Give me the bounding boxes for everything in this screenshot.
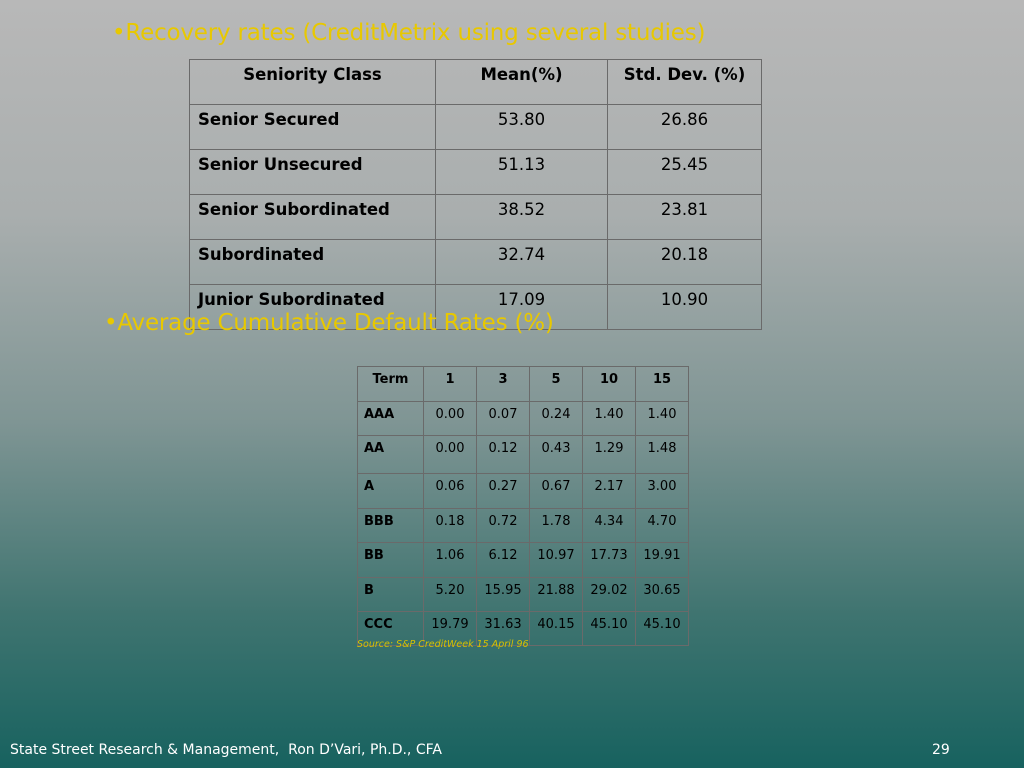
default-rate-cell: 45.10 — [583, 612, 636, 646]
default-rate-cell: 30.65 — [636, 578, 689, 612]
default-rate-cell: 0.67 — [530, 474, 583, 509]
table-row — [358, 474, 689, 509]
column-header: 15 — [636, 367, 689, 402]
table-row — [190, 105, 762, 150]
column-header: 5 — [530, 367, 583, 402]
default-rate-cell: 4.70 — [636, 509, 689, 543]
default-rate-cell: 19.91 — [636, 543, 689, 578]
default-rate-cell: 1.78 — [530, 509, 583, 543]
mean-cell: 51.13 — [436, 150, 608, 195]
default-rate-cell: 3.00 — [636, 474, 689, 509]
table-header-row — [190, 60, 762, 105]
mean-cell: 38.52 — [436, 195, 608, 240]
std-dev-cell: 26.86 — [608, 105, 762, 150]
seniority-class-cell: Subordinated — [190, 240, 436, 285]
rating-cell: AA — [358, 436, 424, 474]
default-rate-cell: 0.27 — [477, 474, 530, 509]
column-header: Std. Dev. (%) — [608, 60, 762, 105]
default-rates-table — [357, 366, 689, 646]
table-row — [358, 509, 689, 543]
default-rate-cell: 1.40 — [583, 402, 636, 436]
default-rate-cell: 0.06 — [424, 474, 477, 509]
rating-cell: A — [358, 474, 424, 509]
default-rate-cell: 45.10 — [636, 612, 689, 646]
default-rate-cell: 0.00 — [424, 402, 477, 436]
mean-cell: 17.09 — [436, 285, 608, 330]
column-header: 3 — [477, 367, 530, 402]
table-row — [190, 195, 762, 240]
seniority-class-cell: Junior Subordinated — [190, 285, 436, 330]
default-rate-cell: 1.48 — [636, 436, 689, 474]
default-rate-cell: 19.79 — [424, 612, 477, 646]
default-rate-cell: 2.17 — [583, 474, 636, 509]
rating-cell: B — [358, 578, 424, 612]
default-rate-cell: 0.43 — [530, 436, 583, 474]
default-rate-cell: 4.34 — [583, 509, 636, 543]
recovery-rates-heading: •Recovery rates (CreditMetrix using several studies) — [112, 20, 706, 46]
table-row — [358, 543, 689, 578]
std-dev-cell: 23.81 — [608, 195, 762, 240]
footer-credit: State Street Research & Management, Ron D’Vari, Ph.D., CFA — [10, 742, 442, 758]
default-rate-cell: 0.18 — [424, 509, 477, 543]
default-rate-cell: 29.02 — [583, 578, 636, 612]
default-rate-cell: 1.29 — [583, 436, 636, 474]
column-header: Term — [358, 367, 424, 402]
table-row — [190, 240, 762, 285]
rating-cell: CCC — [358, 612, 424, 646]
default-rate-cell: 31.63 — [477, 612, 530, 646]
default-rate-cell: 0.00 — [424, 436, 477, 474]
std-dev-cell: 10.90 — [608, 285, 762, 330]
seniority-class-cell: Senior Secured — [190, 105, 436, 150]
rating-cell: BBB — [358, 509, 424, 543]
mean-cell: 53.80 — [436, 105, 608, 150]
page-number: 29 — [932, 742, 950, 758]
std-dev-cell: 20.18 — [608, 240, 762, 285]
table-row — [358, 578, 689, 612]
default-rate-cell: 6.12 — [477, 543, 530, 578]
default-rate-cell: 10.97 — [530, 543, 583, 578]
column-header: Seniority Class — [190, 60, 436, 105]
default-rate-cell: 21.88 — [530, 578, 583, 612]
default-rate-cell: 1.40 — [636, 402, 689, 436]
default-rate-cell: 17.73 — [583, 543, 636, 578]
default-rate-cell: 0.72 — [477, 509, 530, 543]
table-row — [190, 150, 762, 195]
seniority-class-cell: Senior Subordinated — [190, 195, 436, 240]
column-header: Mean(%) — [436, 60, 608, 105]
default-rate-cell: 1.06 — [424, 543, 477, 578]
column-header: 10 — [583, 367, 636, 402]
default-rate-cell: 0.24 — [530, 402, 583, 436]
default-rate-cell: 0.12 — [477, 436, 530, 474]
default-rates-heading: •Average Cumulative Default Rates (%) — [104, 310, 554, 336]
table-row — [358, 402, 689, 436]
column-header: 1 — [424, 367, 477, 402]
std-dev-cell: 25.45 — [608, 150, 762, 195]
rating-cell: BB — [358, 543, 424, 578]
default-rate-cell: 15.95 — [477, 578, 530, 612]
source-note: Source: S&P CreditWeek 15 April 96 — [357, 639, 529, 650]
mean-cell: 32.74 — [436, 240, 608, 285]
rating-cell: AAA — [358, 402, 424, 436]
table-row — [358, 436, 689, 474]
seniority-class-cell: Senior Unsecured — [190, 150, 436, 195]
default-rate-cell: 5.20 — [424, 578, 477, 612]
default-rate-cell: 0.07 — [477, 402, 530, 436]
recovery-rates-table — [189, 59, 762, 330]
table-header-row — [358, 367, 689, 402]
default-rate-cell: 40.15 — [530, 612, 583, 646]
